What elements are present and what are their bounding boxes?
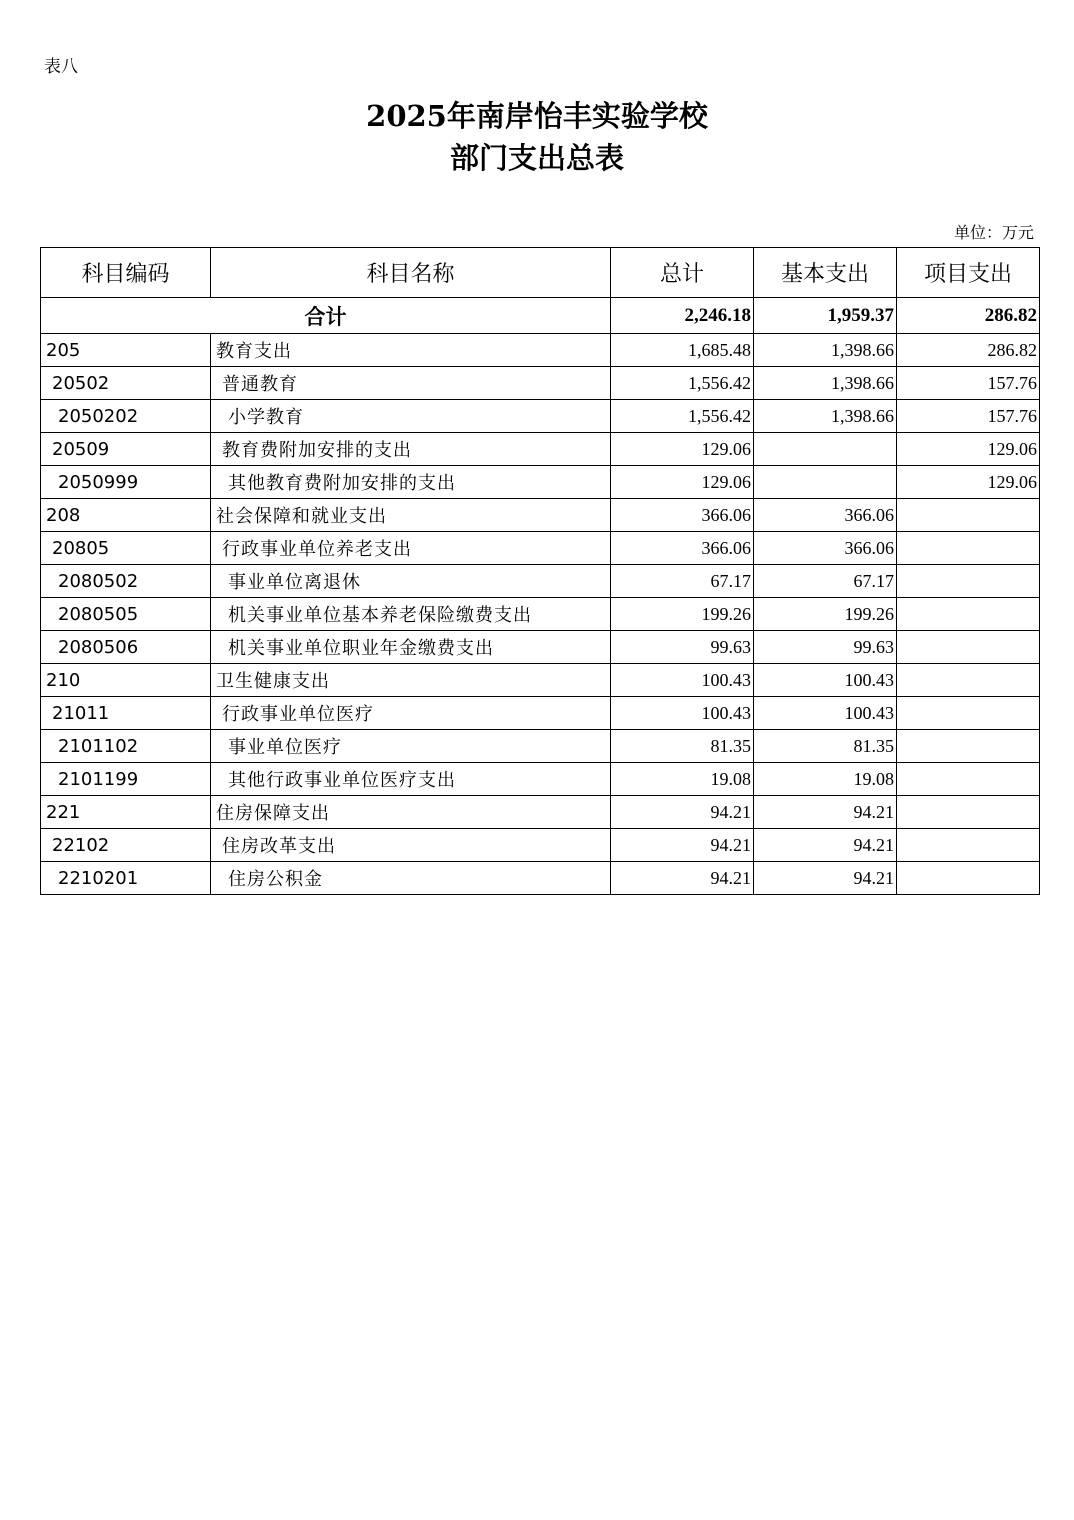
row-total: 366.06 bbox=[611, 499, 754, 532]
table-row bbox=[41, 400, 1040, 433]
row-project bbox=[897, 532, 1040, 565]
table-row bbox=[41, 829, 1040, 862]
table-row bbox=[41, 433, 1040, 466]
total-total: 2,246.18 bbox=[611, 298, 754, 334]
row-basic: 94.21 bbox=[754, 862, 897, 895]
row-name: 住房公积金 bbox=[211, 862, 611, 895]
row-code: 21011 bbox=[41, 697, 211, 730]
table-row bbox=[41, 367, 1040, 400]
row-code: 2050999 bbox=[41, 466, 211, 499]
row-name: 事业单位医疗 bbox=[211, 730, 611, 763]
row-code: 2101102 bbox=[41, 730, 211, 763]
row-total: 129.06 bbox=[611, 466, 754, 499]
total-project: 286.82 bbox=[897, 298, 1040, 334]
row-project bbox=[897, 631, 1040, 664]
row-project: 157.76 bbox=[897, 367, 1040, 400]
row-name: 其他行政事业单位医疗支出 bbox=[211, 763, 611, 796]
row-project bbox=[897, 499, 1040, 532]
row-total: 199.26 bbox=[611, 598, 754, 631]
row-project bbox=[897, 565, 1040, 598]
total-label: 合计 bbox=[41, 298, 611, 334]
row-name: 住房保障支出 bbox=[211, 796, 611, 829]
table-row bbox=[41, 598, 1040, 631]
table-row bbox=[41, 334, 1040, 367]
row-project bbox=[897, 730, 1040, 763]
row-code: 2210201 bbox=[41, 862, 211, 895]
row-code: 221 bbox=[41, 796, 211, 829]
header-total: 总计 bbox=[611, 248, 754, 298]
row-total: 94.21 bbox=[611, 796, 754, 829]
row-project bbox=[897, 796, 1040, 829]
row-project: 129.06 bbox=[897, 433, 1040, 466]
row-basic: 366.06 bbox=[754, 499, 897, 532]
row-project bbox=[897, 862, 1040, 895]
row-name: 社会保障和就业支出 bbox=[211, 499, 611, 532]
table-row bbox=[41, 499, 1040, 532]
table-row bbox=[41, 466, 1040, 499]
row-total: 81.35 bbox=[611, 730, 754, 763]
row-name: 教育费附加安排的支出 bbox=[211, 433, 611, 466]
expenditure-table bbox=[40, 247, 1040, 895]
row-basic: 67.17 bbox=[754, 565, 897, 598]
row-code: 20502 bbox=[41, 367, 211, 400]
row-name: 住房改革支出 bbox=[211, 829, 611, 862]
row-code: 20805 bbox=[41, 532, 211, 565]
table-row bbox=[41, 697, 1040, 730]
row-total: 1,556.42 bbox=[611, 400, 754, 433]
row-code: 2080502 bbox=[41, 565, 211, 598]
row-name: 普通教育 bbox=[211, 367, 611, 400]
row-project: 129.06 bbox=[897, 466, 1040, 499]
row-project bbox=[897, 664, 1040, 697]
row-project: 286.82 bbox=[897, 334, 1040, 367]
row-code: 2050202 bbox=[41, 400, 211, 433]
total-row bbox=[41, 298, 1040, 334]
row-total: 100.43 bbox=[611, 697, 754, 730]
row-total: 100.43 bbox=[611, 664, 754, 697]
row-project: 157.76 bbox=[897, 400, 1040, 433]
table-row bbox=[41, 631, 1040, 664]
row-name: 行政事业单位医疗 bbox=[211, 697, 611, 730]
header-basic: 基本支出 bbox=[754, 248, 897, 298]
table-row bbox=[41, 565, 1040, 598]
row-name: 行政事业单位养老支出 bbox=[211, 532, 611, 565]
row-basic: 1,398.66 bbox=[754, 334, 897, 367]
row-name: 机关事业单位职业年金缴费支出 bbox=[211, 631, 611, 664]
row-total: 366.06 bbox=[611, 532, 754, 565]
row-basic: 199.26 bbox=[754, 598, 897, 631]
row-project bbox=[897, 697, 1040, 730]
row-basic: 1,398.66 bbox=[754, 367, 897, 400]
header-project: 项目支出 bbox=[897, 248, 1040, 298]
row-code: 20509 bbox=[41, 433, 211, 466]
row-project bbox=[897, 829, 1040, 862]
table-number-label: 表八 bbox=[44, 57, 78, 77]
row-total: 1,556.42 bbox=[611, 367, 754, 400]
row-total: 94.21 bbox=[611, 862, 754, 895]
row-name: 教育支出 bbox=[211, 334, 611, 367]
table-row bbox=[41, 763, 1040, 796]
table-row bbox=[41, 862, 1040, 895]
row-basic bbox=[754, 433, 897, 466]
row-total: 99.63 bbox=[611, 631, 754, 664]
row-project bbox=[897, 763, 1040, 796]
header-row bbox=[41, 248, 1040, 298]
row-project bbox=[897, 598, 1040, 631]
document-subtitle: 部门支出总表 bbox=[449, 141, 624, 175]
row-code: 208 bbox=[41, 499, 211, 532]
row-name: 小学教育 bbox=[211, 400, 611, 433]
unit-label: 单位：万元 bbox=[953, 223, 1034, 242]
document-title: 2025年南岸怡丰实验学校 bbox=[366, 99, 708, 133]
row-total: 94.21 bbox=[611, 829, 754, 862]
row-name: 事业单位离退休 bbox=[211, 565, 611, 598]
row-basic: 366.06 bbox=[754, 532, 897, 565]
row-basic: 100.43 bbox=[754, 697, 897, 730]
row-code: 2101199 bbox=[41, 763, 211, 796]
header-code: 科目编码 bbox=[41, 248, 211, 298]
row-name: 其他教育费附加安排的支出 bbox=[211, 466, 611, 499]
table-row bbox=[41, 796, 1040, 829]
total-basic: 1,959.37 bbox=[754, 298, 897, 334]
row-basic bbox=[754, 466, 897, 499]
row-code: 22102 bbox=[41, 829, 211, 862]
row-basic: 81.35 bbox=[754, 730, 897, 763]
row-basic: 100.43 bbox=[754, 664, 897, 697]
row-code: 205 bbox=[41, 334, 211, 367]
row-name: 机关事业单位基本养老保险缴费支出 bbox=[211, 598, 611, 631]
row-basic: 94.21 bbox=[754, 829, 897, 862]
row-basic: 1,398.66 bbox=[754, 400, 897, 433]
row-code: 210 bbox=[41, 664, 211, 697]
row-name: 卫生健康支出 bbox=[211, 664, 611, 697]
row-total: 1,685.48 bbox=[611, 334, 754, 367]
row-basic: 99.63 bbox=[754, 631, 897, 664]
table-row bbox=[41, 532, 1040, 565]
row-code: 2080506 bbox=[41, 631, 211, 664]
row-total: 67.17 bbox=[611, 565, 754, 598]
table-row bbox=[41, 664, 1040, 697]
row-basic: 94.21 bbox=[754, 796, 897, 829]
header-name: 科目名称 bbox=[211, 248, 611, 298]
table-row bbox=[41, 730, 1040, 763]
row-total: 129.06 bbox=[611, 433, 754, 466]
row-basic: 19.08 bbox=[754, 763, 897, 796]
row-total: 19.08 bbox=[611, 763, 754, 796]
row-code: 2080505 bbox=[41, 598, 211, 631]
